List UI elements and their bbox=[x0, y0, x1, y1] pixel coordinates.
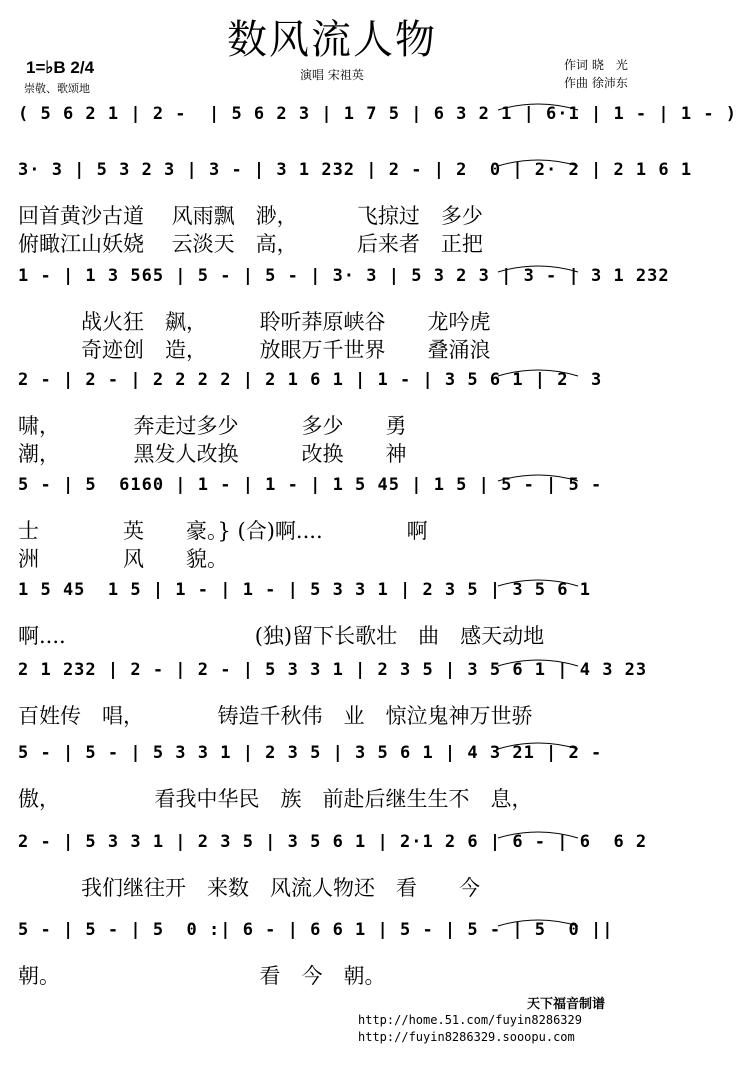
notation-row: 1 - | 1 3 565 | 5 - | 5 - | 3· 3 | 5 3 2 3 | 3 - | 3 1 232 bbox=[18, 266, 670, 286]
notation-row: 2 - | 2 - | 2 2 2 2 | 2 1 6 1 | 1 - | 3 5 6 1 | 2 3 bbox=[18, 370, 603, 390]
footer-url-1[interactable]: http://home.51.com/fuyin8286329 bbox=[358, 1013, 582, 1027]
lyric-line: 百姓传 唱， 铸造千秋伟 业 惊泣鬼神万世骄 bbox=[18, 704, 533, 728]
notation-row: 5 - | 5 6160 | 1 - | 1 - | 1 5 45 | 1 5 | 5 - | 5 - bbox=[18, 475, 603, 495]
composer-credit: 作曲 徐沛东 bbox=[564, 76, 628, 90]
notation-row: ( 5 6 2 1 | 2 - | 5 6 2 3 | 1 7 5 | 6 3 2 1 | 6·1 | 1 - | 1 - ) bbox=[18, 104, 737, 124]
lyric-line-verse-2: 奇迹创 造， 放眼万千世界 叠涌浪 bbox=[18, 338, 491, 362]
lyric-line: 回首黄沙古道 风雨飘 渺， 飞掠过 多少 bbox=[18, 204, 483, 228]
lyric-line-verse-2: 潮， 黑发人改换 改换 神 bbox=[18, 442, 407, 466]
key-signature: 1=♭B 2/4 bbox=[26, 58, 95, 77]
notation-row: 5 - | 5 - | 5 0 :| 6 - | 6 6 1 | 5 - | 5 - | 5 0 || bbox=[18, 920, 614, 940]
notation-row: 2 - | 5 3 3 1 | 2 3 5 | 3 5 6 1 | 2·1 2 6 | 6 - | 6 6 2 bbox=[18, 832, 648, 852]
lyric-line: 傲， 看我中华民 族 前赴后继生生不 息， bbox=[18, 787, 533, 811]
lyric-line: 朝。 看 今 朝。 bbox=[18, 964, 386, 988]
footer-brand: 天下福音制谱 bbox=[527, 997, 606, 1012]
lyric-line: 士 英 豪。} (合)啊.... 啊 bbox=[18, 519, 428, 543]
lyric-line: 战火狂 飙， 聆听莽原峡谷 龙吟虎 bbox=[18, 310, 491, 334]
lyric-line: 我们继往开 来数 风流人物还 看 今 bbox=[18, 876, 480, 900]
notation-row: 5 - | 5 - | 5 3 3 1 | 2 3 5 | 3 5 6 1 | 4 3 21 | 2 - bbox=[18, 743, 603, 763]
singer-credit: 演唱 宋祖英 bbox=[300, 68, 364, 82]
lyric-line: 啸， 奔走过多少 多少 勇 bbox=[18, 414, 407, 438]
lyric-line: 啊.... (独)留下长歌壮 曲 感天动地 bbox=[18, 624, 545, 648]
tempo-mood: 崇敬、歌颂地 bbox=[24, 82, 90, 95]
notation-row: 1 5 45 1 5 | 1 - | 1 - | 5 3 3 1 | 2 3 5 | 3 5 6 1 bbox=[18, 580, 591, 600]
lyricist-credit: 作词 晓 光 bbox=[564, 58, 628, 72]
footer-url-2[interactable]: http://fuyin8286329.sooopu.com bbox=[358, 1030, 575, 1044]
song-title: 数风流人物 bbox=[227, 17, 437, 63]
lyric-line-verse-2: 洲 风 貌。 bbox=[18, 547, 228, 571]
notation-row: 3· 3 | 5 3 2 3 | 3 - | 3 1 232 | 2 - | 2 0 | 2· 2 | 2 1 6 1 bbox=[18, 160, 693, 180]
notation-row: 2 1 232 | 2 - | 2 - | 5 3 3 1 | 2 3 5 | 3 5 6 1 | 4 3 23 bbox=[18, 660, 648, 680]
lyric-line-verse-2: 俯瞰江山妖娆 云淡天 高， 后来者 正把 bbox=[18, 232, 483, 256]
